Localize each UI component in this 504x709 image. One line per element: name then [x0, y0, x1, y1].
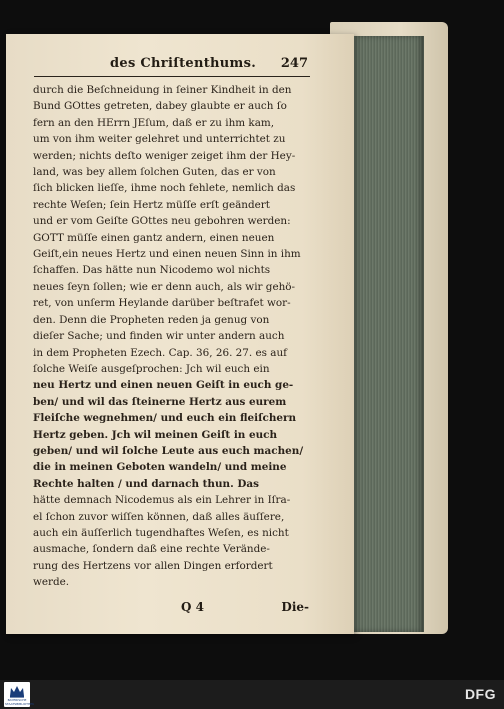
quotation-line: die in meinen Geboten wandeln/ und meine — [33, 461, 287, 474]
text-line: und er vom Geiſte GOttes neu gebohren werden: — [33, 215, 291, 228]
text-line: ret, von unſerm Heylande darüber beſtrafet wor- — [33, 297, 291, 310]
text-line: dieſer Sache; und finden wir unter andern auch — [33, 330, 285, 343]
quotation-line: neu Hertz und einen neuen Geiſt in euch ge- — [33, 379, 294, 392]
quotation-line: Rechte halten / und darnach thun. Das — [33, 477, 259, 490]
text-line: durch die Beſchneidung in ſeiner Kindheit in den — [33, 84, 292, 96]
catchword: Die- — [281, 600, 309, 614]
text-line: auch ein äuſſerlich tugendhaftes Weſen, es nicht — [33, 526, 289, 539]
library-logo-text: BAYERISCHE STAATSBIBLIOTHEK — [5, 698, 35, 706]
running-title: des Chriſtenthums. — [110, 56, 257, 71]
quotation-line: geben/ und wil ſolche Leute aus euch machen/ — [33, 444, 304, 457]
text-line: ausmache, ſondern daß eine rechte Verände- — [33, 543, 270, 556]
text-line: den. Denn die Propheten reden ja genug von — [33, 313, 270, 326]
text-line: ſchaffen. Das hätte nun Nicodemo wol nichts — [33, 264, 271, 277]
page-header — [34, 56, 310, 77]
page-number: 247 — [280, 56, 308, 71]
text-line: fern an den HErrn JEſum, daß er zu ihm kam, — [33, 116, 275, 129]
dfg-logo[interactable]: DFG — [464, 686, 496, 702]
library-logo[interactable] — [4, 682, 35, 707]
text-line: GOTT müſſe einen gantz andern, einen neuen — [33, 231, 275, 244]
quotation-line: Fleiſche wegnehmen/ und euch ein fleiſchern — [33, 412, 297, 425]
text-line: land, was bey allem ſolchen Guten, das er von — [33, 166, 276, 179]
text-line: ſich blicken lieſſe, ihme noch fehlete, nemlich das — [33, 182, 296, 195]
text-line: hätte demnach Nicodemus als ein Lehrer in Iſra- — [33, 494, 291, 507]
text-line: rechte Weſen; ſein Hertz müſſe erſt geändert — [33, 198, 270, 211]
text-line: ſolche Weiſe ausgeſprochen: Jch wil euch ein — [33, 362, 270, 375]
page-fore-edge — [352, 36, 424, 632]
text-line: werden; nichts deſto weniger zeiget ihm der Hey- — [33, 149, 296, 162]
text-line: werde. — [33, 576, 70, 589]
text-line: neues ſeyn ſollen; wie er denn auch, als wir gehö- — [33, 280, 296, 293]
book-page — [6, 34, 354, 634]
text-line: um von ihm weiter gelehret und unterrichtet zu — [33, 133, 286, 146]
text-line: Geiſt,ein neues Hertz und einen neuen Sinn in ihm — [33, 248, 301, 261]
body-text — [33, 82, 311, 591]
text-line: Bund GOttes getreten, dabey glaubte er auch ſo — [33, 100, 287, 113]
text-line: in dem Propheten Ezech. Cap. 36, 26. 27. es auf — [33, 346, 288, 359]
quotation-line: ben/ und wil das ſteinerne Hertz aus eurem — [33, 395, 287, 408]
viewer-footer-bar — [0, 680, 504, 709]
quotation-line: Hertz geben. Jch wil meinen Geiſt in euch — [33, 428, 278, 441]
text-line: rung des Hertzens vor allen Dingen erfordert — [33, 559, 273, 572]
signature-mark: Q 4 — [181, 600, 204, 614]
crown-icon — [8, 684, 26, 698]
text-line: el ſchon zuvor wiſſen können, daß alles äuſſere, — [33, 510, 285, 523]
page-footer — [33, 600, 311, 618]
